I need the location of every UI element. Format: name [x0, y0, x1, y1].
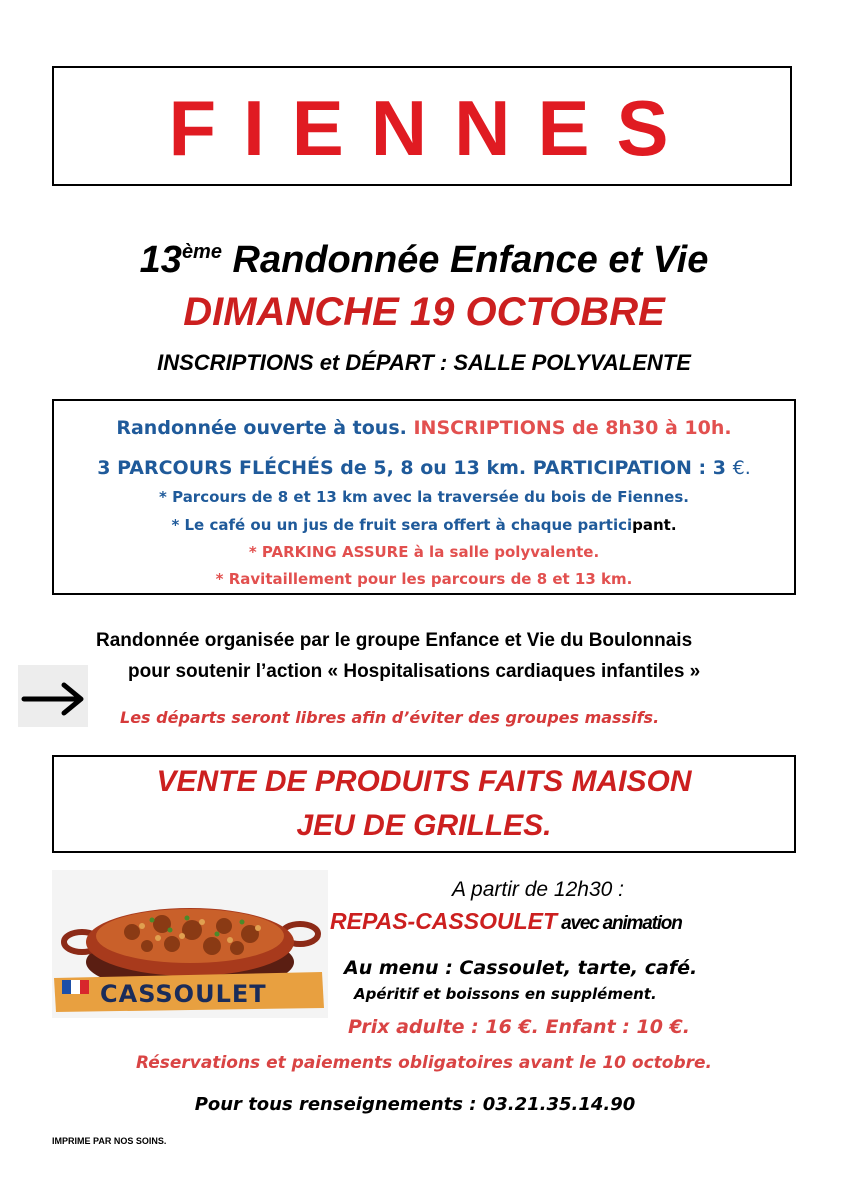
event-location: INSCRIPTIONS et DÉPART : SALLE POLYVALENTE — [157, 350, 691, 375]
info-line-4a: * Le café ou un jus de fruit sera offert à chaque partici — [171, 516, 633, 534]
page-title: FIENNES — [168, 84, 696, 172]
title-box — [52, 66, 792, 186]
repas-prix: Prix adulte : 16 €. Enfant : 10 €. — [348, 1016, 690, 1038]
info-line-4 — [54, 516, 794, 534]
repas-avec: avec animation — [557, 913, 682, 934]
organisation-line-1: Randonnée organisée par le groupe Enfance et Vie du Boulonnais — [96, 630, 693, 651]
repas-time: A partir de 12h30 : — [452, 878, 624, 901]
repas-title-text: REPAS-CASSOULET — [330, 908, 558, 934]
info-line-5: * PARKING ASSURE à la salle polyvalente. — [248, 543, 600, 561]
departs-note: Les départs seront libres afin d’éviter des groupes massifs. — [120, 708, 660, 727]
info-line-1b: INSCRIPTIONS de 8h30 à 10h. — [413, 417, 732, 439]
info-box — [52, 399, 796, 595]
vente-box — [52, 755, 796, 853]
event-subtitle — [0, 228, 848, 284]
printer-note: IMPRIME PAR NOS SOINS. — [52, 1136, 167, 1146]
organisation-line-2: pour soutenir l’action « Hospitalisations cardiaques infantiles » — [128, 661, 701, 682]
info-line-1 — [54, 417, 794, 439]
info-line-1a: Randonnée ouverte à tous. — [116, 417, 414, 439]
info-line-2 — [54, 457, 794, 479]
edition-suffix: ème — [181, 241, 222, 263]
arrow-right-icon — [18, 665, 88, 727]
repas-title — [330, 906, 682, 939]
info-line-2b: €. — [732, 457, 751, 479]
repas-aperitif: Apéritif et boissons en supplément. — [354, 985, 657, 1003]
event-name: Randonnée Enfance et Vie — [221, 239, 709, 281]
repas-menu: Au menu : Cassoulet, tarte, café. — [344, 957, 698, 979]
cassoulet-image — [52, 870, 328, 1018]
vente-line-2: JEU DE GRILLES. — [296, 809, 552, 842]
event-date: DIMANCHE 19 OCTOBRE — [183, 290, 665, 334]
info-line-6: * Ravitaillement pour les parcours de 8 et 13 km. — [215, 570, 633, 588]
vente-line-1: VENTE DE PRODUITS FAITS MAISON — [156, 765, 692, 798]
edition-number: 13 — [139, 239, 182, 281]
contact-info: Pour tous renseignements : 03.21.35.14.90 — [194, 1094, 636, 1115]
info-line-4b: pant. — [632, 516, 677, 534]
cassoulet-label: CASSOULET — [100, 980, 267, 1008]
info-line-3: * Parcours de 8 et 13 km avec la traversée du bois de Fiennes. — [159, 488, 689, 506]
info-line-2a: 3 PARCOURS FLÉCHÉS de 5, 8 ou 13 km. PARTICIPATION : 3 — [97, 457, 733, 479]
reservation-note: Réservations et paiements obligatoires avant le 10 octobre. — [135, 1053, 713, 1073]
